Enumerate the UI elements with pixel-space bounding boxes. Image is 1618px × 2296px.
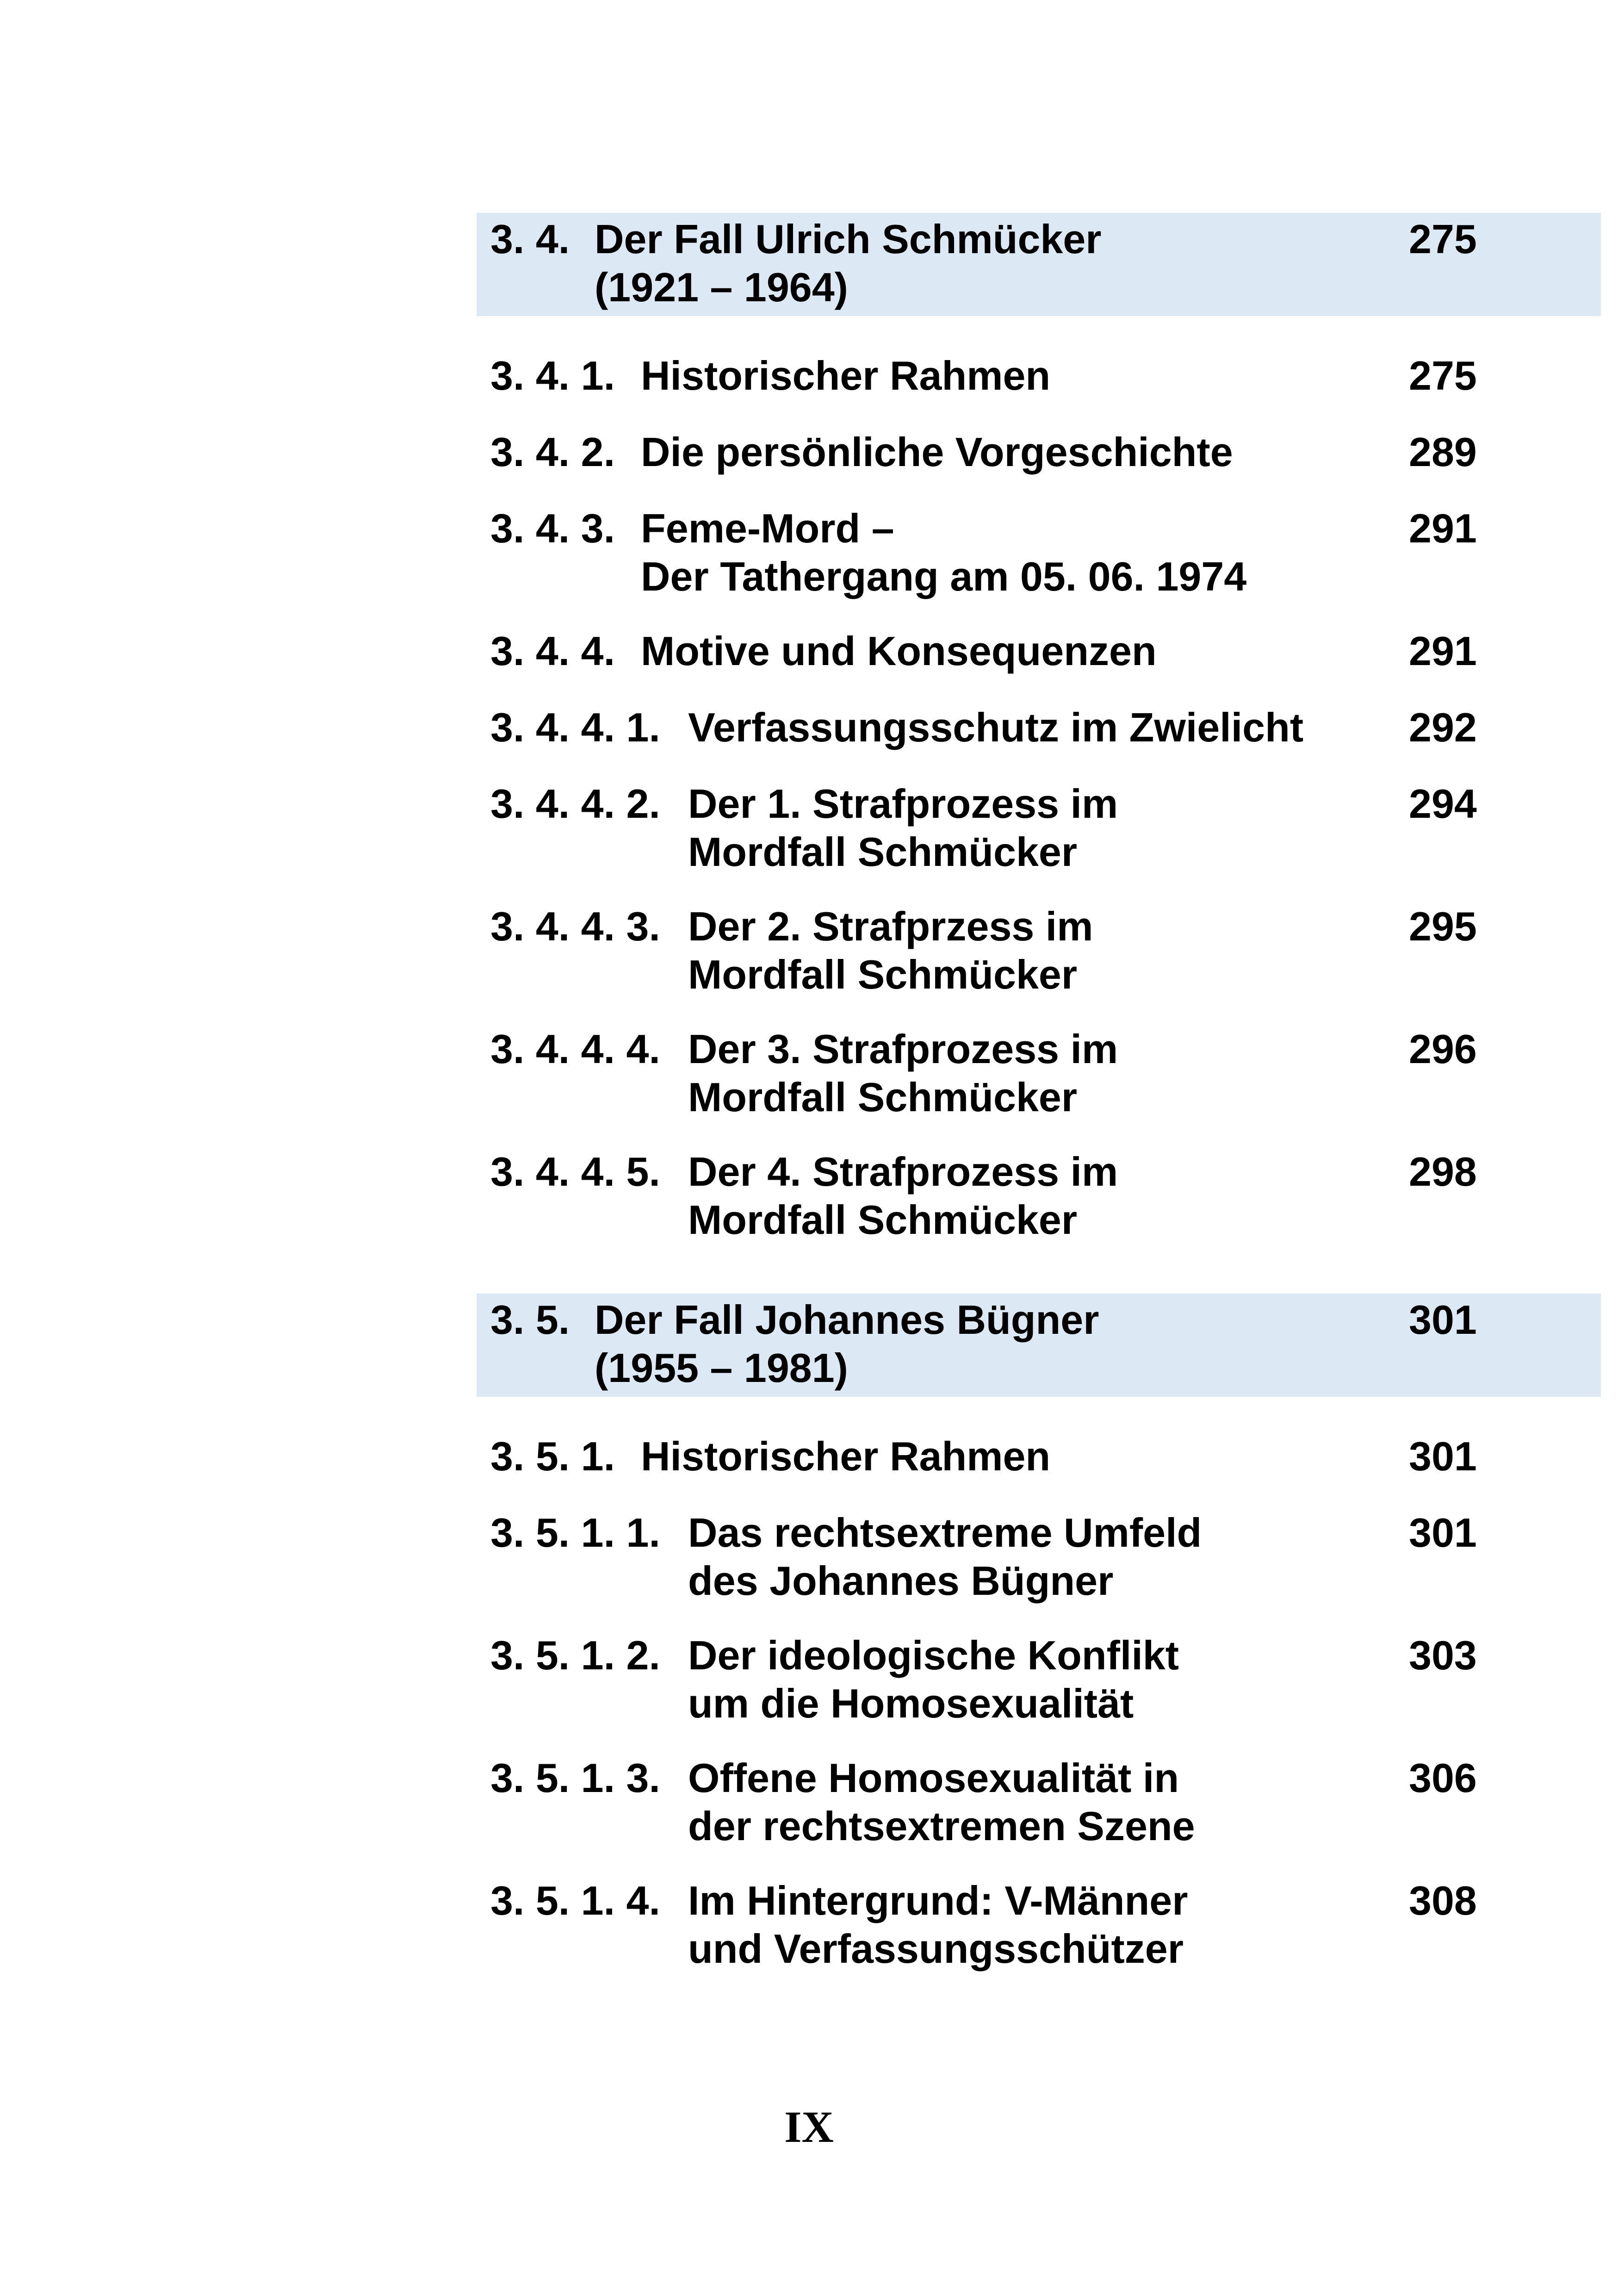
toc-entry (477, 1148, 1601, 1244)
toc-number: 3. 4. 4. 5. (490, 1149, 660, 1195)
toc-page-number: 296 (1409, 1026, 1477, 1072)
toc-page-number: 295 (1409, 903, 1477, 949)
toc-page-number: 303 (1409, 1632, 1477, 1678)
toc-title: Der Fall Johannes Bügner (595, 1297, 1099, 1343)
toc-entry (477, 1509, 1601, 1605)
toc-title: (1921 – 1964) (595, 264, 848, 310)
toc-line (477, 1432, 1601, 1481)
toc-line (477, 263, 1601, 311)
toc-line (477, 553, 1601, 601)
toc-entry (477, 504, 1601, 601)
toc-line (477, 1802, 1601, 1850)
toc-title: Der 4. Strafprozess im (688, 1149, 1118, 1195)
toc-line (477, 1073, 1601, 1121)
toc-number: 3. 4. 4. 4. (490, 1026, 660, 1072)
toc-line (477, 1344, 1601, 1392)
toc-entry (477, 780, 1601, 876)
toc-title: Im Hintergrund: V-Männer (688, 1878, 1188, 1923)
toc-title: Historischer Rahmen (641, 353, 1051, 398)
toc-entry (477, 1631, 1601, 1728)
toc-line (477, 1925, 1601, 1973)
toc-line (477, 1877, 1601, 1925)
toc-page-number: 275 (1409, 353, 1477, 398)
toc-line (477, 1296, 1601, 1344)
toc-number: 3. 4. 4. 3. (490, 903, 660, 949)
toc-title: Mordfall Schmücker (688, 1074, 1078, 1120)
toc-number: 3. 5. 1. (490, 1433, 615, 1479)
toc-title: Der 3. Strafprozess im (688, 1026, 1118, 1072)
toc-title: Verfassungsschutz im Zwielicht (688, 704, 1304, 750)
toc-entry (477, 703, 1601, 752)
toc-line (477, 504, 1601, 553)
toc-title: (1955 – 1981) (595, 1345, 848, 1391)
toc-page-number: 306 (1409, 1755, 1477, 1801)
toc-page-number: 298 (1409, 1149, 1477, 1195)
toc-title: Mordfall Schmücker (688, 829, 1078, 875)
toc-entry (477, 1877, 1601, 1973)
toc-number: 3. 5. 1. 2. (490, 1632, 660, 1678)
toc-number: 3. 5. (490, 1297, 570, 1343)
toc-line (477, 703, 1601, 752)
toc-number: 3. 5. 1. 4. (490, 1878, 660, 1923)
toc-page-number: 275 (1409, 216, 1477, 262)
toc-title: Motive und Konsequenzen (641, 628, 1157, 674)
page-number: IX (784, 2102, 834, 2152)
toc-line (477, 1148, 1601, 1196)
toc-number: 3. 4. 4. 2. (490, 781, 660, 827)
toc-number: 3. 4. 2. (490, 429, 615, 475)
toc-line (477, 1680, 1601, 1728)
toc-page-number: 291 (1409, 628, 1477, 674)
toc-line (477, 1196, 1601, 1244)
toc-line (477, 627, 1601, 675)
toc-line (477, 828, 1601, 876)
toc-title: Offene Homosexualität in (688, 1755, 1179, 1801)
toc-entry (477, 352, 1601, 400)
toc-title: Der ideologische Konflikt (688, 1632, 1179, 1678)
toc-line (477, 352, 1601, 400)
toc-entry (477, 428, 1601, 476)
toc-title: Die persönliche Vorgeschichte (641, 429, 1233, 475)
toc-line (477, 1509, 1601, 1557)
toc-entry (477, 1432, 1601, 1481)
toc-page-number: 289 (1409, 429, 1477, 475)
toc-line (477, 1631, 1601, 1680)
toc-page-number: 301 (1409, 1510, 1477, 1556)
toc-title: und Verfassungsschützer (688, 1926, 1184, 1972)
toc-title: Der 1. Strafprozess im (688, 781, 1118, 827)
toc-number: 3. 4. (490, 216, 570, 262)
toc-line (477, 428, 1601, 476)
toc-number: 3. 4. 4. (490, 628, 615, 674)
toc-title: Historischer Rahmen (641, 1433, 1051, 1479)
toc-page-number: 301 (1409, 1433, 1477, 1479)
toc-number: 3. 4. 3. (490, 505, 615, 551)
toc-title: um die Homosexualität (688, 1680, 1134, 1726)
toc-line (477, 1754, 1601, 1802)
toc-title: der rechtsextremen Szene (688, 1803, 1195, 1849)
toc-line (477, 780, 1601, 828)
toc-title: Feme-Mord – (641, 505, 894, 551)
toc-line (477, 215, 1601, 263)
toc-title: Der 2. Strafprzess im (688, 903, 1093, 949)
toc-title: Mordfall Schmücker (688, 952, 1078, 997)
toc-title: Mordfall Schmücker (688, 1197, 1078, 1243)
toc-number: 3. 4. 1. (490, 353, 615, 398)
toc-page-number: 291 (1409, 505, 1477, 551)
toc-number: 3. 4. 4. 1. (490, 704, 660, 750)
toc-page-number: 294 (1409, 781, 1477, 827)
toc-entry (477, 213, 1601, 316)
toc-title: Der Tathergang am 05. 06. 1974 (641, 554, 1247, 599)
toc-entry (477, 1294, 1601, 1397)
toc-entry (477, 1025, 1601, 1121)
toc-title: Der Fall Ulrich Schmücker (595, 216, 1102, 262)
toc-entry (477, 1754, 1601, 1850)
toc-title: des Johannes Bügner (688, 1558, 1114, 1604)
toc-line (477, 951, 1601, 999)
toc-page-number: 308 (1409, 1878, 1477, 1923)
toc-number: 3. 5. 1. 1. (490, 1510, 660, 1556)
toc-entry (477, 902, 1601, 999)
toc-page-number: 292 (1409, 704, 1477, 750)
toc-page-number: 301 (1409, 1297, 1477, 1343)
toc-line (477, 1025, 1601, 1073)
toc-line (477, 902, 1601, 951)
toc-title: Das rechtsextreme Umfeld (688, 1510, 1202, 1556)
toc-number: 3. 5. 1. 3. (490, 1755, 660, 1801)
toc-line (477, 1557, 1601, 1605)
toc-entry (477, 627, 1601, 675)
